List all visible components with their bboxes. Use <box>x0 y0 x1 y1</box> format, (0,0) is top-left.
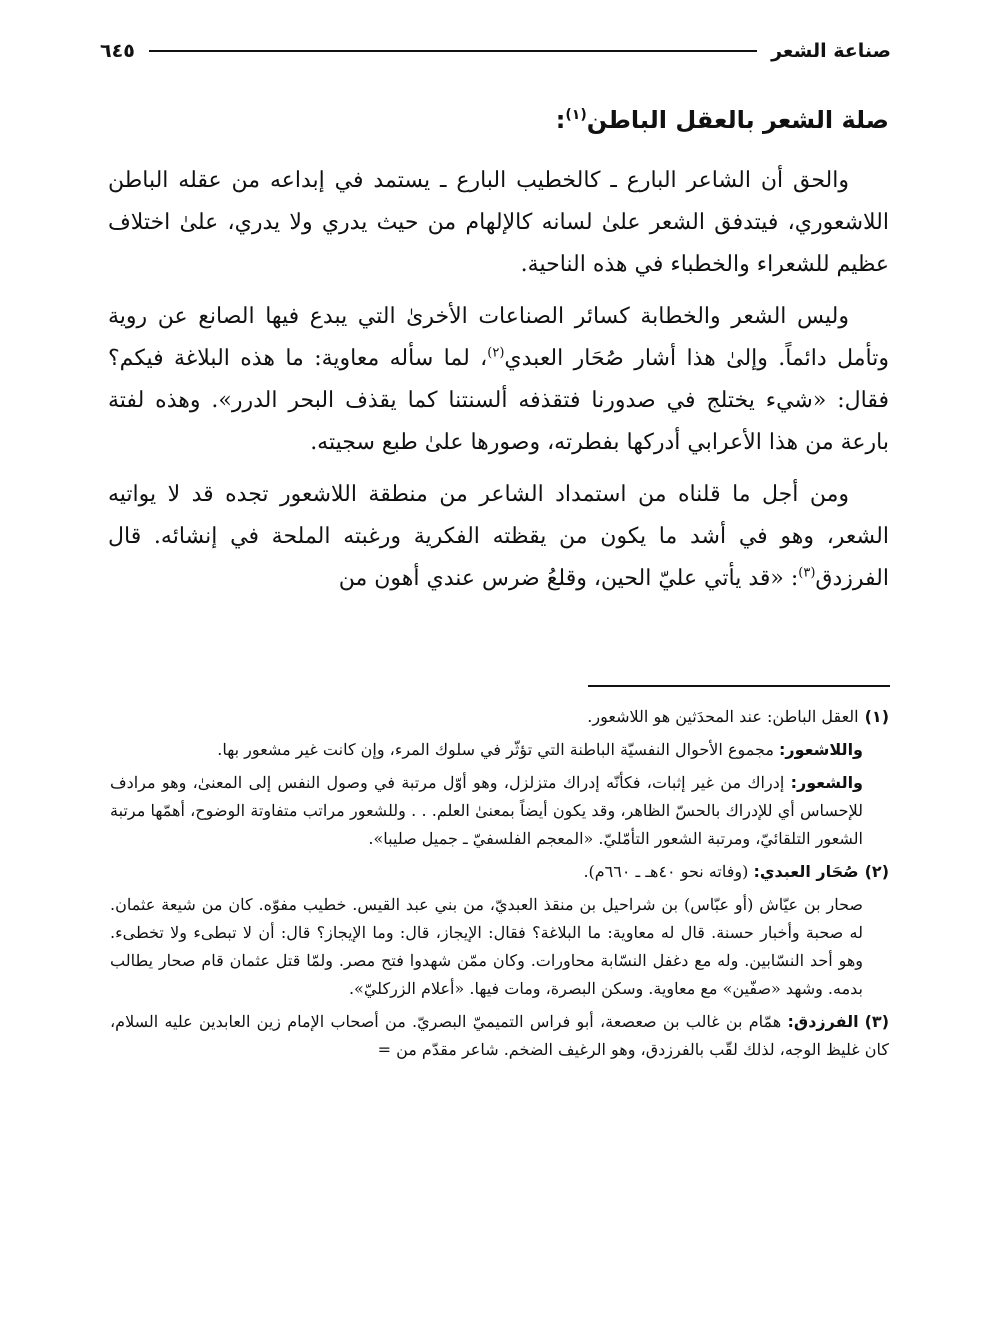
paragraph-2-part-b: ، لما سأله معاوية: ما هذه البلاغة فيكم؟ فقال: «شيء يختلج في صدورنا فتقذفه ألسنتنا كما يقذف البحر الدرر». وهذه لفتة بارعة من هذا الأعرابي أدركها بفطرته، وصورها علىٰ طبع سجيته. <box>108 346 889 455</box>
footnote-1-number: (١) <box>864 707 889 726</box>
paragraph-2-part-a: وليس الشعر والخطابة كسائر الصناعات الأخرىٰ التي يبدع فيها الصانع عن روية وتأمل دائماً. وإلىٰ هذا أشار صُحَار العبدي <box>108 304 889 371</box>
footnote-2-term: صُحَار العبدي: <box>753 862 859 881</box>
footnote-1-lashuur-term: واللاشعور: <box>779 740 863 759</box>
page-number: ٦٤٥ <box>100 40 135 62</box>
footnote-1-shuur-text: إدراك من غير إثبات، فكأنّه إدراك متزلزل، وهو أوّل مرتبة في وصول النفس إلى المعنىٰ، وهو مرادف للإحساس أي للإدراك بالحسّ الظاهر، وقد يكون أيضاً بمعنىٰ العلم. . . وللشعور مراتب متفاوتة الوضوح، أهمّها مرتبة الشعور التلقائيّ، ومرتبة الشعور التأمّليّ. «المعجم الفلسفيّ ـ جميل صليبا». <box>110 773 863 848</box>
header-rule <box>149 50 757 52</box>
paragraph-3-part-a: ومن أجل ما قلناه من استمداد الشاعر من منطقة اللاشعور تجده قد لا يواتيه الشعر، وهو في أشد ما يكون من يقظته الفكرية ورغبته الملحة في إنشائه. قال الفرزدق <box>108 482 889 591</box>
footnote-2-number: (٢) <box>864 862 889 881</box>
footnote-1 <box>110 703 889 731</box>
running-title: صناعة الشعر <box>771 40 891 62</box>
footnote-2-bio: صحار بن عيّاش (أو عبّاس) بن شراحيل بن منقذ العبديّ، من بني عبد القيس. خطيب مفوّه. كان من شيعة عثمان. له صحبة وأخبار حسنة. قال له معاوية: ما البلاغة؟ فقال: الإيجاز، قال: وما الإيجاز؟ قال: أن لا تبطىء ولا تخطىء. وهو أحد النسّابين. وله مع دغفل النسّابة محاورات. وكان ممّن شهدوا فتح مصر. ولمّا قتل عثمان قام صحار يطالب بدمه. وشهد «صفّين» مع معاوية. وسكن البصرة، ومات فيها. «أعلام الزركليّ». <box>110 895 864 998</box>
section-title-text: صلة الشعر بالعقل الباطن <box>586 106 889 134</box>
footnote-1-lashuur <box>110 736 889 764</box>
main-text <box>108 160 889 610</box>
footnote-ref-1[interactable]: (١) <box>565 107 587 123</box>
paragraph-3 <box>108 474 889 600</box>
footnote-1-shuur <box>110 769 889 853</box>
section-title <box>102 106 889 134</box>
footnote-3-term: الفرزدق: <box>787 1012 859 1031</box>
footnote-3-text: همّام بن غالب بن صعصعة، أبو فراس التميميّ البصريّ. من أصحاب الإمام زين العابدين عليه السلام، كان غليظ الوجه، لذلك لقّب بالفرزدق، وهو الرغيف الضخم. شاعر مقدّم من = <box>110 1012 889 1059</box>
footnote-separator <box>588 685 890 687</box>
footnote-3 <box>110 1008 889 1064</box>
section-title-colon: : <box>555 106 566 134</box>
footnote-3-number: (٣) <box>864 1012 889 1031</box>
footnote-2 <box>110 858 889 886</box>
footnote-1-lashuur-text: مجموع الأحوال النفسيّة الباطنة التي تؤثّر في سلوك المرء، وإن كانت غير مشعور بها. <box>217 740 774 759</box>
footnotes <box>110 703 889 1069</box>
paragraph-2 <box>108 296 889 464</box>
footnote-ref-3[interactable]: (٣) <box>798 565 816 581</box>
paragraph-1: والحق أن الشاعر البارع ـ كالخطيب البارع ـ يستمد في إبداعه من عقله الباطن اللاشعوري، فيتدفق الشعر علىٰ لسانه كالإلهام من حيث يدري ولا يدري، علىٰ اختلاف عظيم للشعراء والخطباء في هذه الناحية. <box>108 168 889 277</box>
footnote-1-text: العقل الباطن: عند المحدَثين هو اللاشعور. <box>587 707 859 726</box>
footnote-2-text: (وفاته نحو ٤٠هـ ـ ٦٦٠م). <box>583 862 749 881</box>
paragraph-3-part-b: : «قد يأتي عليّ الحين، وقلعُ ضرس عندي أهون من <box>338 566 799 591</box>
footnote-ref-2[interactable]: (٢) <box>487 345 505 361</box>
footnote-1-shuur-term: والشعور: <box>790 773 863 792</box>
page-header <box>100 36 891 66</box>
